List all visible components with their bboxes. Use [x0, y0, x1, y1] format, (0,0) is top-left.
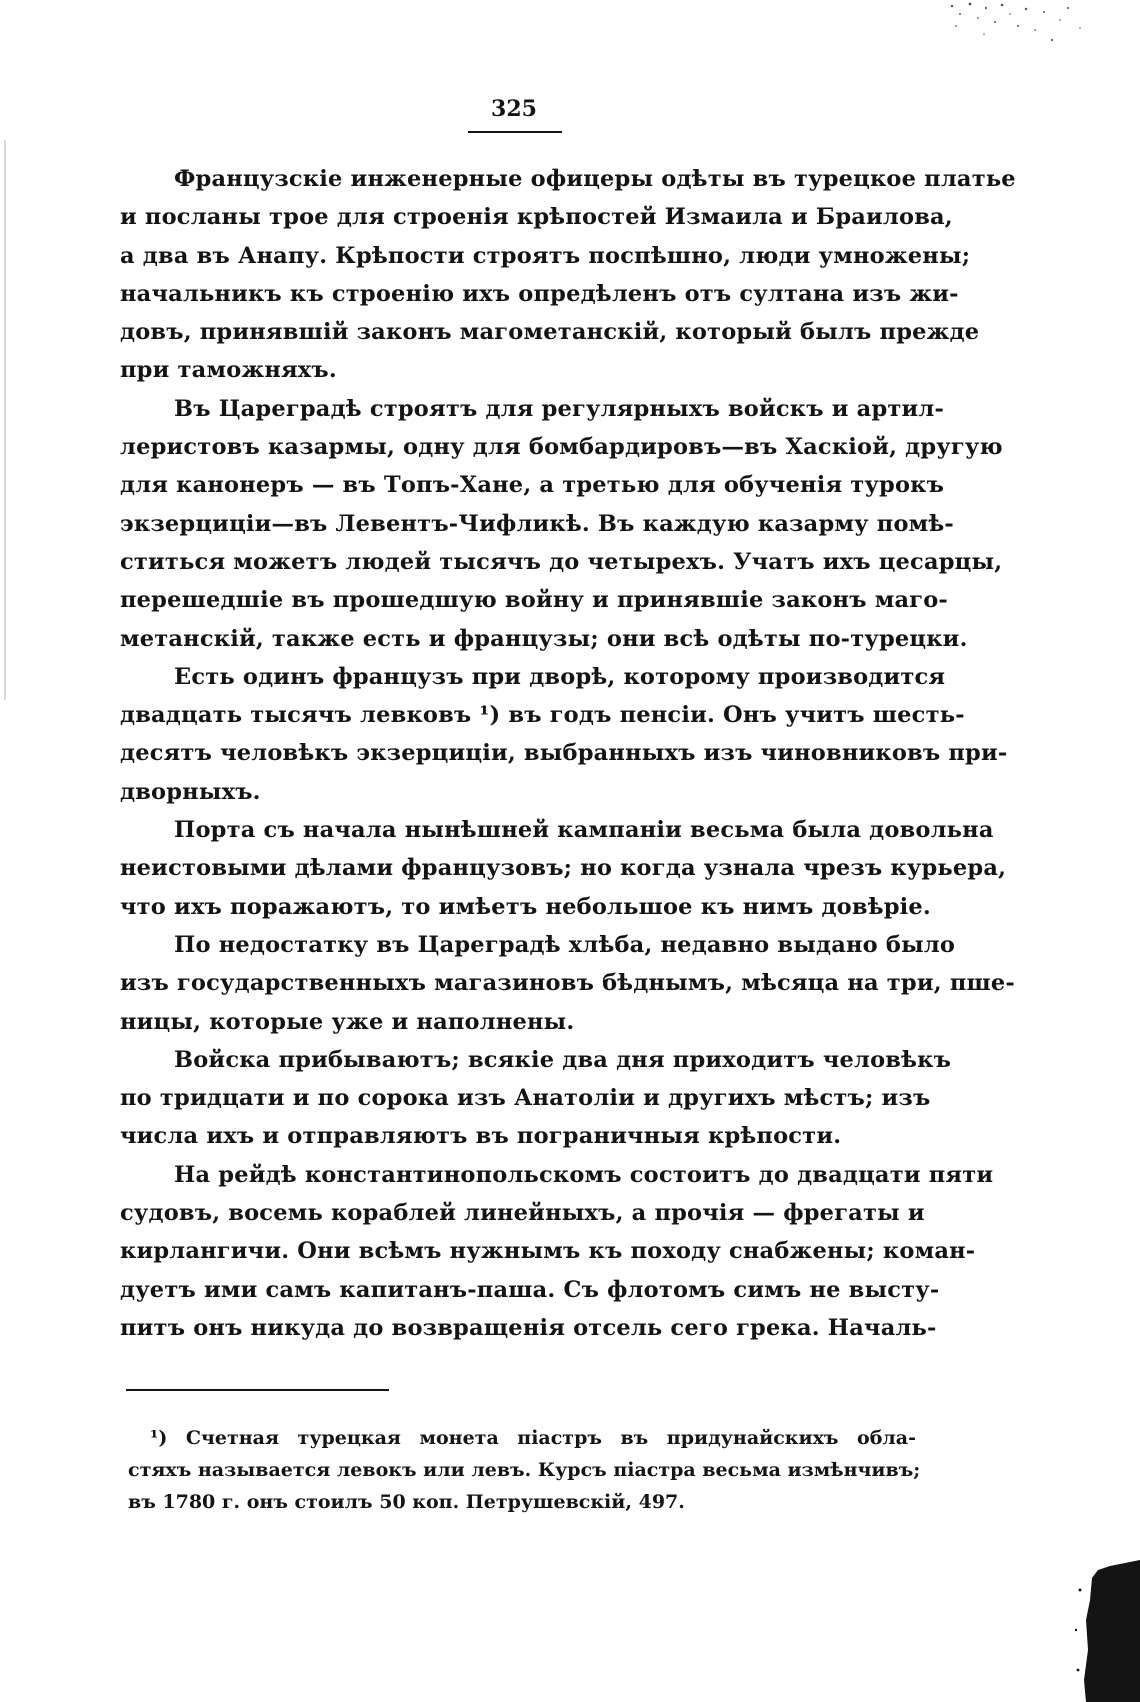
text-line: леристовъ казармы, одну для бомбардировъ—въ Хаскіой, другую [120, 434, 1003, 461]
text-line: кирлангичи. Они всѣмъ нужнымъ къ походу снабжены; коман- [120, 1238, 976, 1265]
text-line: двадцать тысячъ левковъ ¹) въ годъ пенсіи. Онъ учитъ шесть- [120, 702, 965, 729]
text-line: неистовыми дѣлами французовъ; но когда узнала чрезъ курьера, [120, 855, 1007, 882]
footnotes [128, 1422, 921, 1518]
scan-margin-line [4, 140, 6, 700]
text-line: перешедшіе въ прошедшую войну и принявшіе законъ маго- [120, 587, 948, 614]
text-line: питъ онъ никуда до возвращенія отсель сего грека. Началь- [120, 1314, 937, 1341]
text-line: метанскій, также есть и французы; они всѣ одѣты по-турецки. [120, 625, 968, 652]
text-line: Французскіе инженерные офицеры одѣты въ турецкое платье [174, 166, 1016, 192]
text-line: довъ, принявшій законъ магометанскій, который былъ прежде [120, 319, 980, 346]
body-text [120, 160, 1016, 1347]
text-line: по тридцати и по сорока изъ Анатоліи и другихъ мѣстъ; изъ [120, 1085, 931, 1112]
text-line: Войска прибываютъ; всякіе два дня приходитъ человѣкъ [174, 1046, 952, 1073]
footnote-separator [126, 1389, 389, 1391]
text-line: числа ихъ и отправляютъ въ пограничныя крѣпости. [120, 1123, 842, 1150]
text-line: начальникъ къ строенію ихъ опредѣленъ отъ султана изъ жи- [120, 280, 959, 307]
text-line: судовъ, восемь кораблей линейныхъ, а прочія — фрегаты и [120, 1200, 925, 1227]
text-line: дуетъ ими самъ капитанъ-паша. Съ флотомъ симъ не высту- [120, 1276, 940, 1303]
text-line: На рейдѣ константинопольскомъ состоитъ до двадцати пяти [174, 1161, 994, 1188]
page-number-rule [468, 131, 562, 133]
text-line: ститься можетъ людей тысячъ до четырехъ. Учатъ ихъ цесарцы, [120, 548, 1003, 575]
text-line: ницы, которые уже и наполнены. [120, 1008, 575, 1035]
text-line: дворныхъ. [120, 778, 261, 805]
text-line: Порта съ начала нынѣшней кампаніи весьма была довольна [174, 817, 994, 844]
text-line: По недостатку въ Цареградѣ хлѣба, недавно выдано было [174, 931, 956, 958]
text-line: при таможняхъ. [120, 357, 337, 384]
text-line: десятъ человѣкъ экзерциціи, выбранныхъ изъ чиновниковъ при- [120, 740, 1008, 767]
page-number: 325 [491, 96, 537, 122]
footnote-line: въ 1780 г. онъ стоилъ 50 коп. Петрушевскій, 497. [128, 1491, 685, 1513]
text-line: экзерциціи—въ Левентъ-Чифликѣ. Въ каждую казарму помѣ- [120, 510, 954, 537]
text-line: Въ Цареградѣ строятъ для регулярныхъ войскъ и артил- [174, 395, 945, 422]
footnote-line: ¹) Счетная турецкая монета піастръ въ придунайскихъ обла- [150, 1427, 916, 1449]
scan-edge-bottom-right [1040, 1560, 1140, 1702]
scan-noise-top-right [940, 0, 1140, 60]
text-line: и посланы трое для строенія крѣпостей Измаила и Браилова, [120, 204, 953, 231]
text-line: а два въ Анапу. Крѣпости строятъ поспѣшно, люди умножены; [120, 242, 971, 269]
footnote-line: стяхъ называется левокъ или левъ. Курсъ піастра весьма измѣнчивъ; [128, 1459, 921, 1481]
text-line: изъ государственныхъ магазиновъ бѣднымъ, мѣсяца на три, пше- [120, 970, 1015, 997]
text-line: для канонеръ — въ Топъ-Хане, а третью для обученія турокъ [120, 472, 945, 499]
text-line: что ихъ поражаютъ, то имѣетъ небольшое къ нимъ довѣріе. [120, 893, 931, 920]
text-line: Есть одинъ французъ при дворѣ, которому производится [174, 663, 946, 690]
